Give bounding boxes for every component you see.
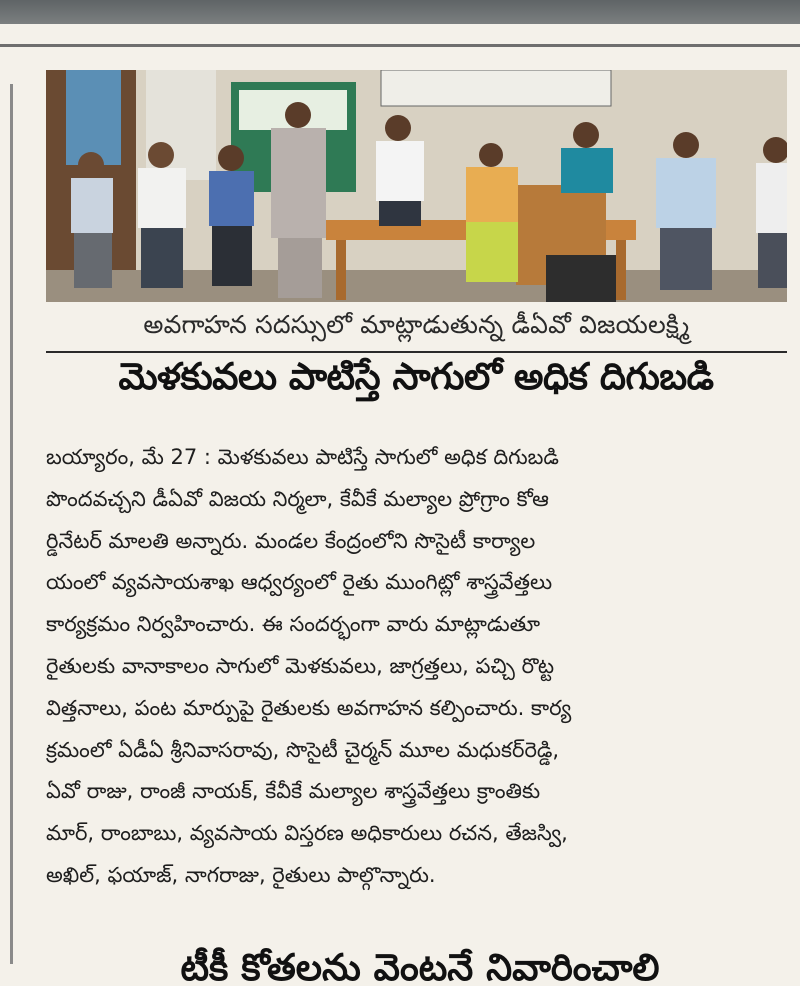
body-line: ర్డినేటర్ మాలతి అన్నారు. మండల కేంద్రంలోని సొసైటీ కార్యాల: [46, 528, 536, 553]
article-body: [46, 437, 787, 897]
body-line: యంలో వ్యవసాయశాఖ ఆధ్వర్యంలో రైతు ముంగిట్లో శాస్త్రవేత్తలు: [46, 570, 553, 595]
body-line: రైతులకు వానాకాలం సాగులో మెళకువలు, జాగ్రత్తలు, పచ్చి రొట్ట: [46, 653, 555, 678]
news-photo: [46, 70, 787, 302]
body-line: మార్, రాంబాబు, వ్యవసాయ విస్తరణ అధికారులు రచన, తేజస్వి,: [46, 821, 568, 846]
column-divider: [10, 84, 13, 964]
caption-divider: [46, 351, 787, 353]
body-line: విత్తనాలు, పంట మార్పుపై రైతులకు అవగాహన కల్పించారు. కార్య: [46, 695, 572, 720]
body-line: పొందవచ్చని డీఏవో విజయ నిర్మలా, కేవీకే మల్యాల ప్రోగ్రాం కోఆ: [46, 486, 549, 511]
body-line: అఖిల్, ఫయాజ్, నాగరాజు, రైతులు పాల్గొన్నారు.: [46, 862, 436, 887]
top-divider: [0, 44, 800, 47]
body-line: కార్యక్రమం నిర్వహించారు. ఈ సందర్భంగా వారు మాట్లాడుతూ: [46, 612, 540, 637]
article-headline: మెళకువలు పాటిస్తే సాగులో అధిక దిగుబడి: [118, 355, 714, 398]
body-line: ఏవో రాజు, రాంజీ నాయక్, కేవీకే మల్యాల శాస్త్రవేత్తలు క్రాంతికు: [46, 779, 541, 804]
photo-caption: అవగాహన సదస్సులో మాట్లాడుతున్న డీఏవో విజయలక్ష్మి: [143, 310, 690, 339]
body-line: బయ్యారం, మే 27 : మెళకువలు పాటిస్తే సాగులో అధిక దిగుబడి: [46, 445, 559, 469]
next-article-headline: టీకీ కోతలను వెంటనే నివారించాలి: [180, 946, 660, 986]
top-gray-band: [0, 0, 800, 24]
photo-of-meeting-icon: [46, 70, 787, 302]
body-line: క్రమంలో ఏడీఏ శ్రీనివాసరావు, సొసైటీ చైర్మన్ మూల మధుకర్‌రెడ్డి,: [46, 737, 560, 762]
